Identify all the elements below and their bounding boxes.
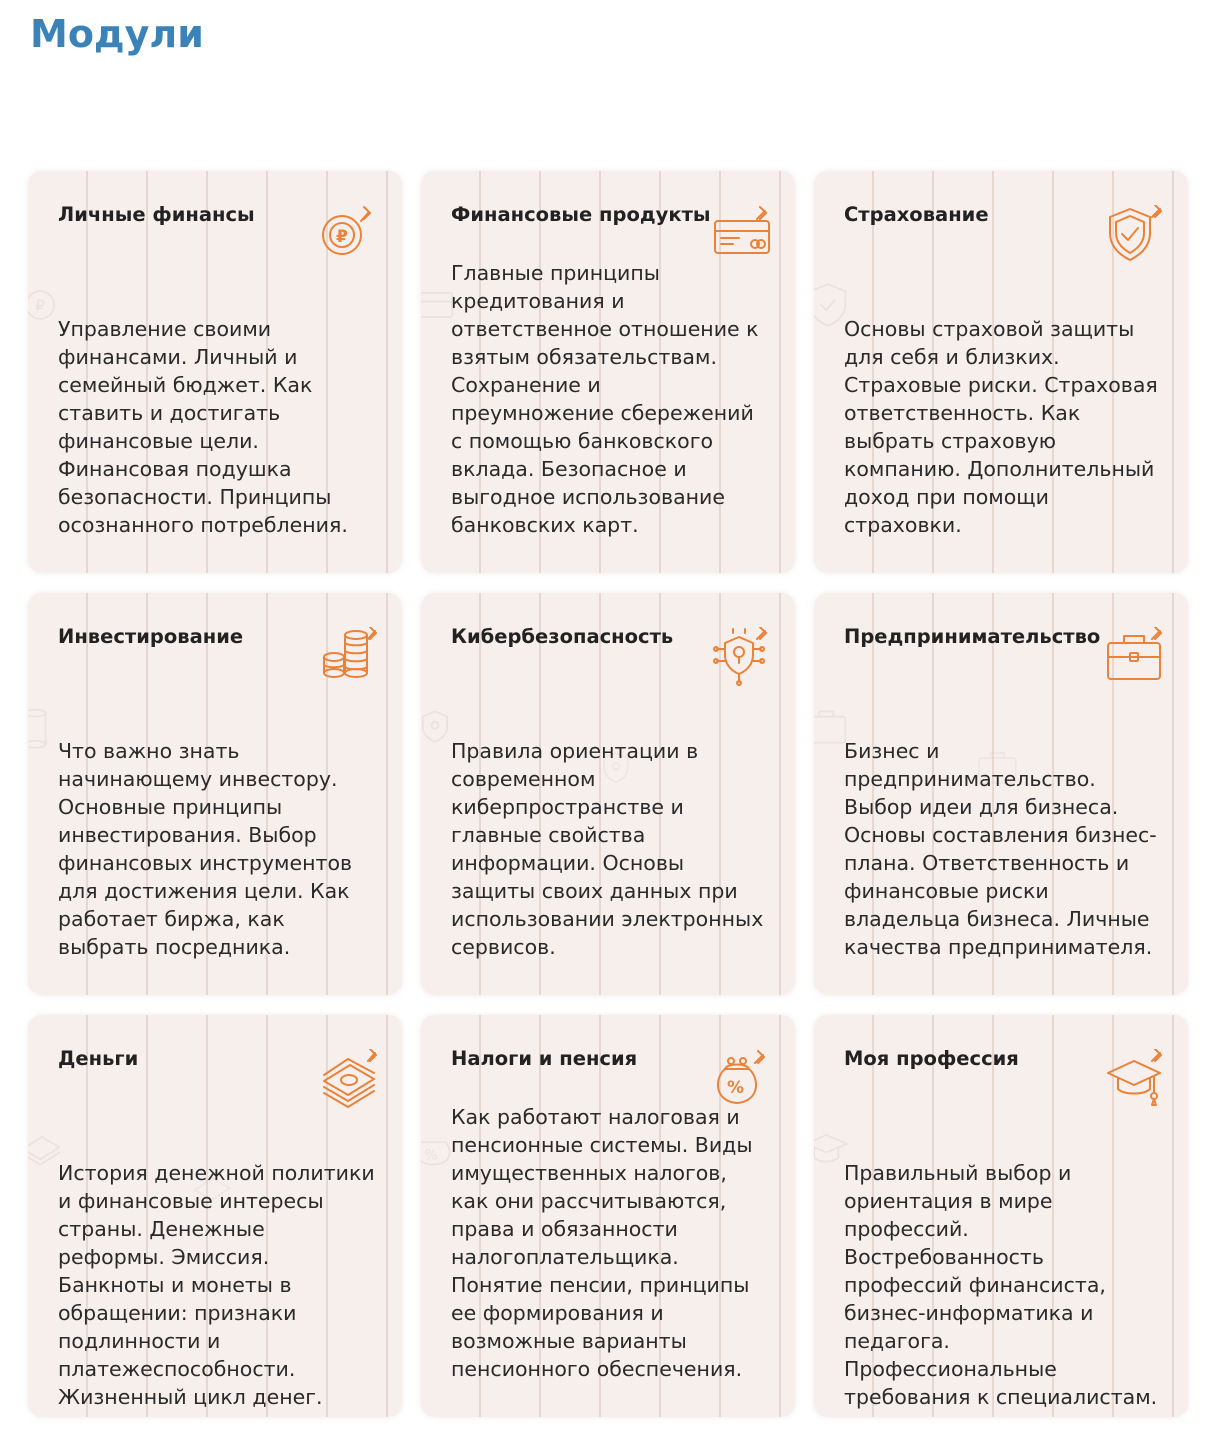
module-description: Что важно знать начинающему инвестору. Основные принципы инвестирования. Выбор финансовых инструментов для достижения цели. Как работает биржа, как выбрать посредника. (58, 739, 353, 959)
module-description: Как работают налоговая и пенсионные системы. Виды имущественных налогов, как они рассчитываются, права и обязанности налогоплательщика. Понятие пенсии, принципы ее формирования и возможные варианты пенсионного обеспечения. (451, 1105, 753, 1381)
module-description: История денежной политики и финансовые интересы страны. Денежные реформы. Эмиссия. Банкноты и монеты в обращении: признаки подлинности и платежеспособности. Жизненный цикл денег. (58, 1161, 375, 1409)
module-card-personal-finance[interactable] (28, 171, 402, 573)
module-title: Налоги и пенсия (451, 1047, 638, 1070)
module-card-insurance[interactable] (814, 171, 1188, 573)
ruble-coin-icon (320, 205, 380, 265)
module-title: Предпринимательство (844, 625, 1101, 648)
svg-text:₽: ₽ (336, 227, 348, 247)
module-description: Бизнес и предпринимательство. Выбор идеи для бизнеса. Основы составления бизнес-плана. Ответственность и финансовые риски владельца бизнеса. Личные качества предпринимателя. (844, 739, 1157, 959)
module-description: Правильный выбор и ориентация в мире профессий. Востребованность профессий финансиста, бизнес-информатика и педагога. Профессиональные требования к специалистам. (844, 1161, 1158, 1409)
module-title: Моя профессия (844, 1047, 1019, 1070)
module-description: Основы страховой защиты для себя и близких. Страховые риски. Страховая ответственность. Как выбрать страховую компанию. Дополнительный доход при помощи страховки. (844, 317, 1158, 537)
module-card-cybersecurity[interactable] (421, 593, 795, 995)
coin-stacks-icon (320, 627, 380, 687)
shield-check-icon (1106, 205, 1166, 265)
cyber-shield-icon (713, 627, 773, 687)
svg-text:₽: ₽ (35, 297, 45, 316)
module-card-taxes-pension[interactable] (421, 1015, 795, 1417)
svg-text:%: % (424, 1147, 438, 1164)
module-title: Кибербезопасность (451, 625, 674, 648)
module-card-investing[interactable] (28, 593, 402, 995)
module-description: Главные принципы кредитования и ответственное отношение к взятым обязательствам. Сохранение и преумножение сбережений с помощью банковского вклада. Безопасное и выгодное использование банковских карт. (451, 261, 759, 537)
graduation-cap-icon (1106, 1049, 1166, 1109)
module-card-my-profession[interactable] (814, 1015, 1188, 1417)
module-title: Деньги (58, 1047, 139, 1070)
bank-card-icon (713, 205, 773, 265)
module-card-financial-products[interactable] (421, 171, 795, 573)
module-title: Финансовые продукты (451, 203, 711, 226)
module-description: Правила ориентации в современном киберпространстве и главные свойства информации. Основы защиты своих данных при использовании электронных сервисов. (451, 739, 764, 959)
banknotes-icon (320, 1049, 380, 1109)
percent-purse-icon (713, 1049, 773, 1109)
module-card-entrepreneurship[interactable] (814, 593, 1188, 995)
page-title: Модули (30, 12, 204, 56)
module-title: Страхование (844, 203, 989, 226)
svg-text:%: % (727, 1078, 745, 1098)
module-description: Управление своими финансами. Личный и семейный бюджет. Как ставить и достигать финансовые цели. Финансовая подушка безопасности. Принципы осознанного потребления. (58, 317, 348, 537)
module-title: Личные финансы (58, 203, 255, 226)
module-title: Инвестирование (58, 625, 244, 648)
briefcase-icon (1106, 627, 1166, 687)
modules-grid (28, 171, 1189, 1417)
module-card-money[interactable] (28, 1015, 402, 1417)
